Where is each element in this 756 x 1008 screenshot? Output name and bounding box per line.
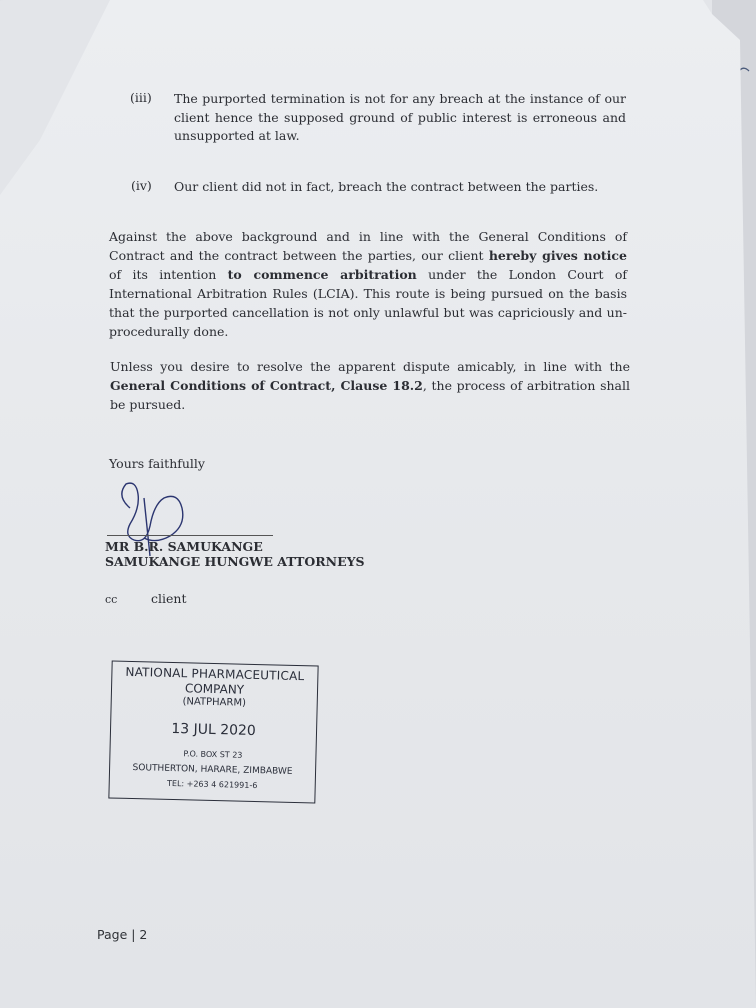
stamp-organisation: NATIONAL PHARMACEUTICAL — [125, 664, 305, 684]
stamp-address: SOUTHERTON, HARARE, ZIMBABWE — [132, 763, 293, 777]
stamp-organisation-line2: COMPANY — [184, 681, 245, 697]
stamp-telephone: TEL: +263 4 621991-6 — [166, 778, 258, 791]
received-stamp — [108, 660, 318, 803]
item-number: (iv) — [131, 178, 152, 193]
item-number: (iii) — [130, 90, 152, 105]
cc-value: client — [151, 591, 187, 606]
stamp-date: 13 JUL 2020 — [171, 720, 256, 740]
paragraph-resolution: Unless you desire to resolve the apparent dispute amicably, in line with the General Conditions of Contract, Clause 18.2, the process of arbitration shall be pursued. — [110, 359, 630, 412]
closing-salutation: Yours faithfully — [109, 456, 205, 471]
cc-label: cc — [105, 593, 118, 606]
signer-firm: SAMUKANGE HUNGWE ATTORNEYS — [105, 554, 365, 569]
stamp-po-box: P.O. BOX ST 23 — [183, 749, 243, 760]
signature-line — [107, 535, 273, 536]
item-text: Our client did not in fact, breach the contract between the parties. — [174, 179, 599, 194]
signer-name: MR B.R. SAMUKANGE — [105, 539, 263, 554]
stamp-abbreviation: (NATPHARM) — [182, 696, 247, 709]
paragraph-arbitration-notice: Against the above background and in line with the General Conditions of Contract and the contract between the parties, our client hereby gives notice of its intention to commence arbitration under the London Court of International Arbitration Rules (LCIA). This route is being pursued on the basis that the purported cancellation is not only unlawful but was capriciously and un-procedurally done. — [109, 229, 628, 339]
item-text: The purported termination is not for any breach at the instance of our client hence the supposed ground of public interest is erroneous and unsupported at law. — [174, 91, 626, 143]
page-number: Page | 2 — [97, 927, 148, 942]
